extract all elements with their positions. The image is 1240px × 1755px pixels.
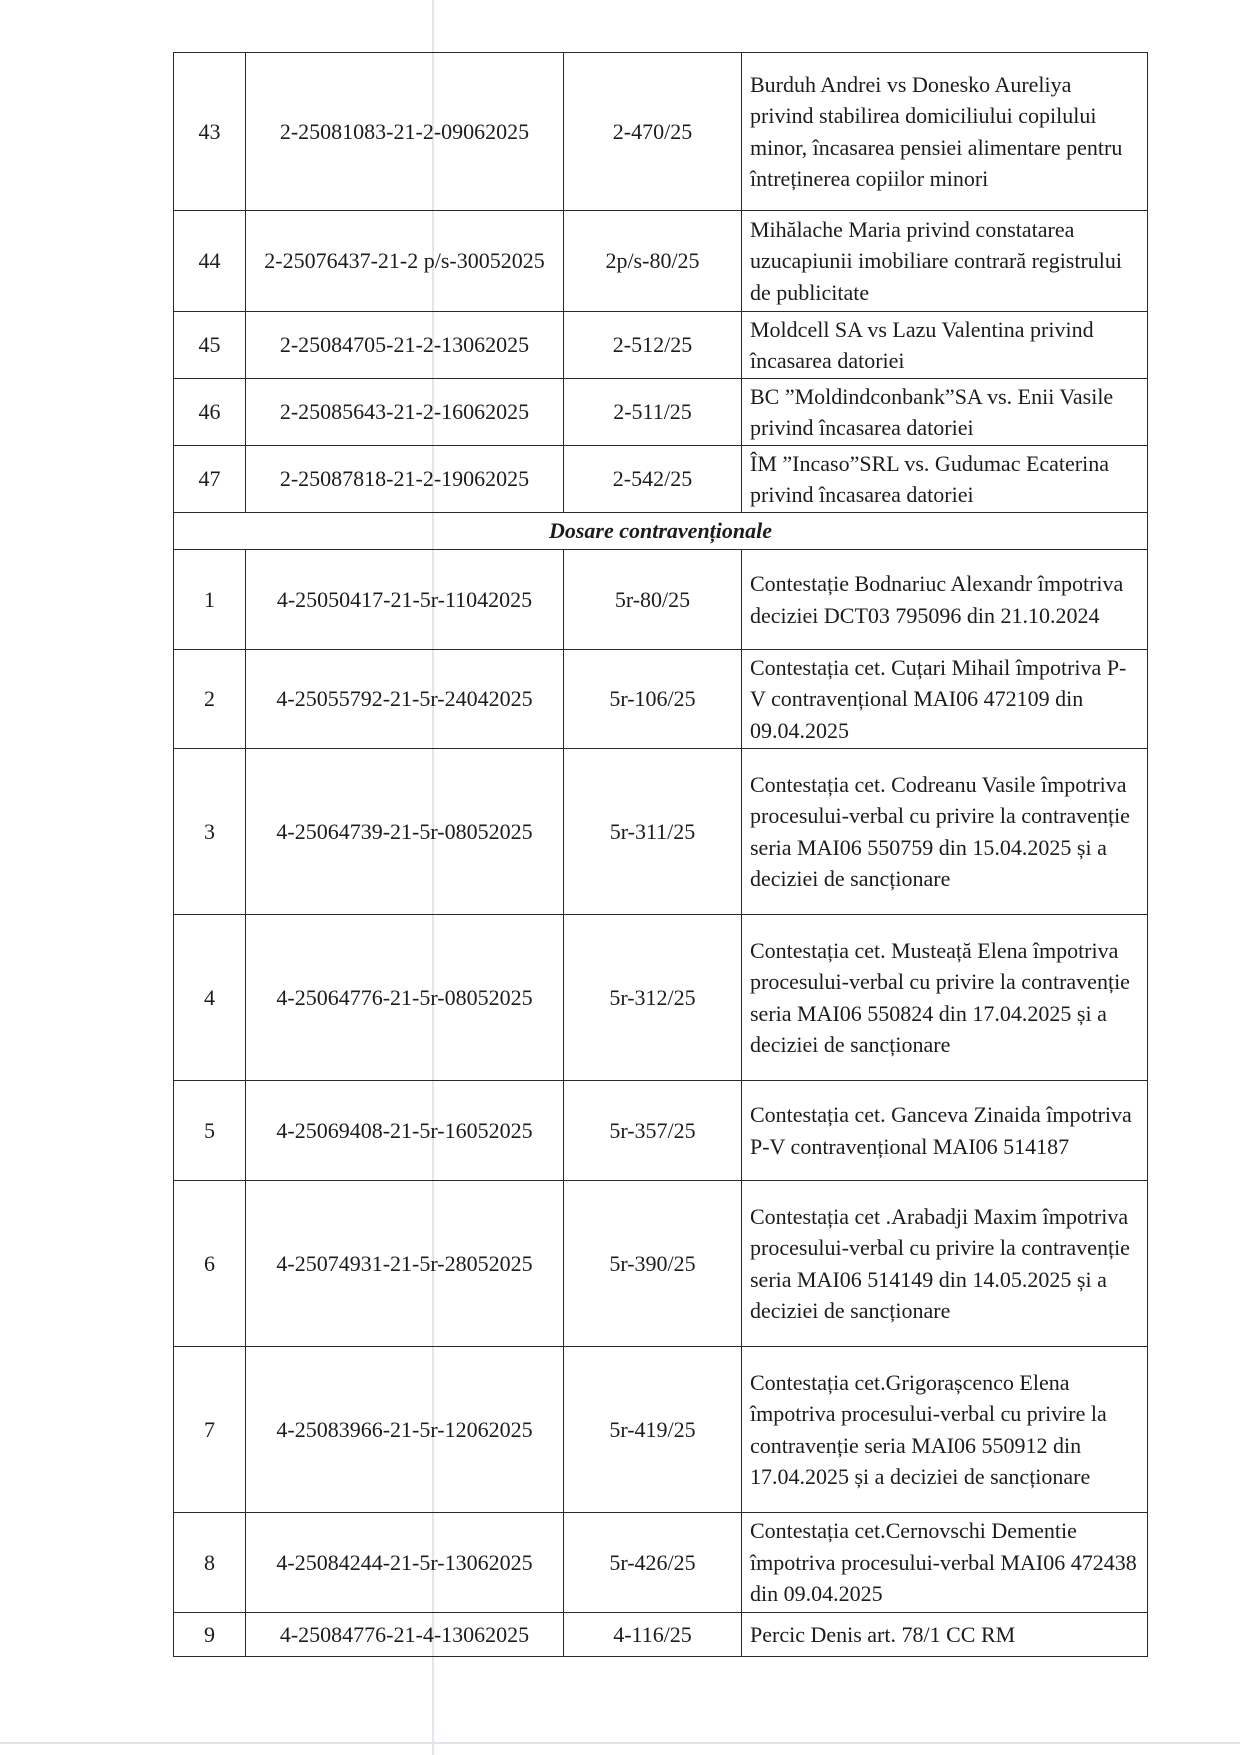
table-row (174, 650, 1148, 749)
case-register-number: 4-116/25 (564, 1613, 742, 1657)
row-number: 6 (174, 1181, 246, 1347)
row-number: 5 (174, 1081, 246, 1181)
case-code: 4-25064739-21-5r-08052025 (246, 749, 564, 915)
page-bottom-edge (0, 1742, 1240, 1744)
case-register-number: 5r-426/25 (564, 1513, 742, 1613)
table-row (174, 915, 1148, 1081)
case-description: Percic Denis art. 78/1 CC RM (742, 1613, 1148, 1657)
row-number: 8 (174, 1513, 246, 1613)
table-row (174, 211, 1148, 312)
case-code: 4-25084776-21-4-13062025 (246, 1613, 564, 1657)
section-title: Dosare contravenționale (174, 513, 1148, 550)
section-header-row (174, 513, 1148, 550)
case-register-number: 5r-357/25 (564, 1081, 742, 1181)
case-description: Contestația cet. Codreanu Vasile împotriva procesului-verbal cu privire la contravenție seria MAI06 550759 din 15.04.2025 și a deciziei de sancționare (742, 749, 1148, 915)
case-code: 4-25074931-21-5r-28052025 (246, 1181, 564, 1347)
case-register-number: 5r-106/25 (564, 650, 742, 749)
case-code: 2-25076437-21-2 p/s-30052025 (246, 211, 564, 312)
table-row (174, 53, 1148, 211)
case-description: Contestația cet .Arabadji Maxim împotriva procesului-verbal cu privire la contravenție seria MAI06 514149 din 14.05.2025 și a deciziei de sancționare (742, 1181, 1148, 1347)
row-number: 47 (174, 446, 246, 513)
case-register-number: 2-511/25 (564, 379, 742, 446)
case-code: 2-25084705-21-2-13062025 (246, 312, 564, 379)
case-description: Contestație Bodnariuc Alexandr împotriva deciziei DCT03 795096 din 21.10.2024 (742, 550, 1148, 650)
case-register-number: 5r-390/25 (564, 1181, 742, 1347)
row-number: 43 (174, 53, 246, 211)
case-code: 4-25069408-21-5r-16052025 (246, 1081, 564, 1181)
row-number: 46 (174, 379, 246, 446)
table-row (174, 1181, 1148, 1347)
table-row (174, 1513, 1148, 1613)
row-number: 2 (174, 650, 246, 749)
case-code: 2-25085643-21-2-16062025 (246, 379, 564, 446)
case-register-number: 5r-419/25 (564, 1347, 742, 1513)
case-code: 2-25087818-21-2-19062025 (246, 446, 564, 513)
case-description: Burduh Andrei vs Donesko Aureliya privind stabilirea domiciliului copilului minor, încasarea pensiei alimentare pentru întreținerea copiilor minori (742, 53, 1148, 211)
row-number: 7 (174, 1347, 246, 1513)
row-number: 9 (174, 1613, 246, 1657)
case-description: Mihălache Maria privind constatarea uzucapiunii imobiliare contrară registrului de publicitate (742, 211, 1148, 312)
case-register-number: 5r-311/25 (564, 749, 742, 915)
table-row (174, 749, 1148, 915)
case-register-number: 2-470/25 (564, 53, 742, 211)
case-description: Contestația cet. Ganceva Zinaida împotriva P-V contravențional MAI06 514187 (742, 1081, 1148, 1181)
case-code: 2-25081083-21-2-09062025 (246, 53, 564, 211)
case-description: Contestația cet.Grigorașcenco Elena împotriva procesului-verbal cu privire la contravenție seria MAI06 550912 din 17.04.2025 și a deciziei de sancționare (742, 1347, 1148, 1513)
case-register-number: 2p/s-80/25 (564, 211, 742, 312)
case-description: Contestația cet.Cernovschi Dementie împotriva procesului-verbal MAI06 472438 din 09.04.2025 (742, 1513, 1148, 1613)
table-row (174, 1347, 1148, 1513)
row-number: 1 (174, 550, 246, 650)
case-description: Contestația cet. Musteață Elena împotriva procesului-verbal cu privire la contravenție seria MAI06 550824 din 17.04.2025 și a deciziei de sancționare (742, 915, 1148, 1081)
case-description: ÎM ”Incaso”SRL vs. Gudumac Ecaterina privind încasarea datoriei (742, 446, 1148, 513)
case-code: 4-25083966-21-5r-12062025 (246, 1347, 564, 1513)
table-row (174, 446, 1148, 513)
row-number: 3 (174, 749, 246, 915)
table-row (174, 550, 1148, 650)
case-description: Moldcell SA vs Lazu Valentina privind încasarea datoriei (742, 312, 1148, 379)
table-row (174, 379, 1148, 446)
table-row (174, 312, 1148, 379)
row-number: 44 (174, 211, 246, 312)
table-row (174, 1081, 1148, 1181)
case-register-number: 2-512/25 (564, 312, 742, 379)
case-list-table (173, 52, 1148, 1657)
case-code: 4-25050417-21-5r-11042025 (246, 550, 564, 650)
table-row (174, 1613, 1148, 1657)
case-description: Contestația cet. Cuțari Mihail împotriva P-V contravențional MAI06 472109 din 09.04.2025 (742, 650, 1148, 749)
case-register-number: 5r-312/25 (564, 915, 742, 1081)
case-register-number: 2-542/25 (564, 446, 742, 513)
case-register-number: 5r-80/25 (564, 550, 742, 650)
row-number: 4 (174, 915, 246, 1081)
case-code: 4-25064776-21-5r-08052025 (246, 915, 564, 1081)
row-number: 45 (174, 312, 246, 379)
case-description: BC ”Moldindconbank”SA vs. Enii Vasile privind încasarea datoriei (742, 379, 1148, 446)
case-code: 4-25055792-21-5r-24042025 (246, 650, 564, 749)
case-code: 4-25084244-21-5r-13062025 (246, 1513, 564, 1613)
